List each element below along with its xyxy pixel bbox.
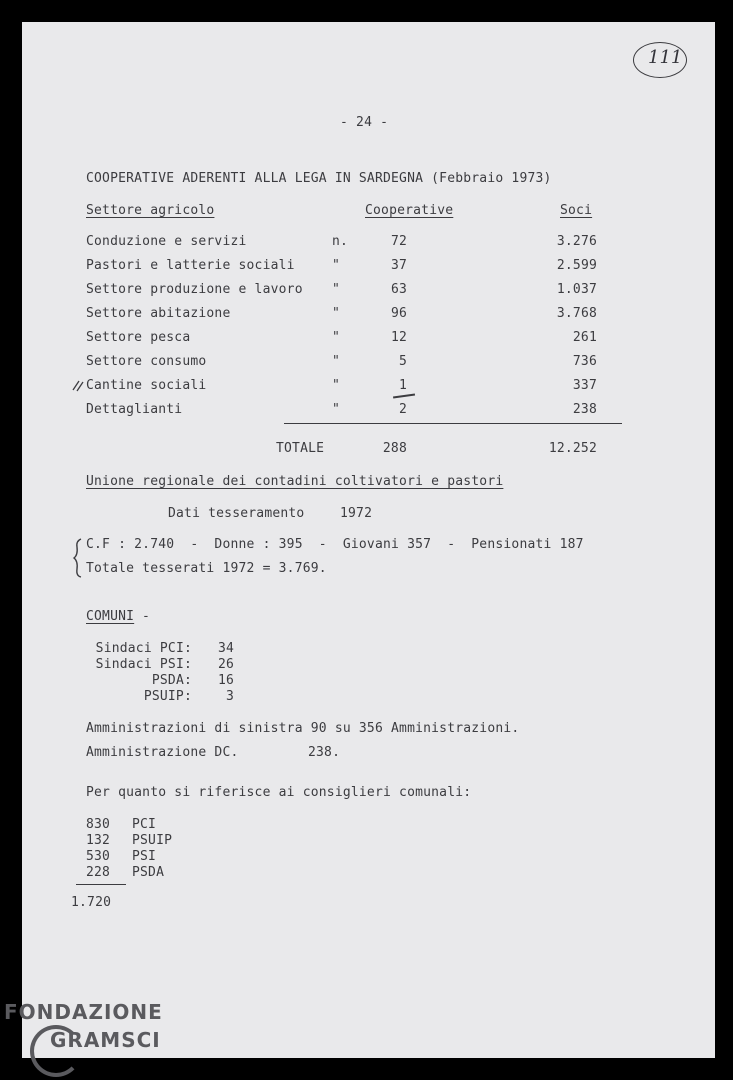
councillor-value: 228 xyxy=(86,865,111,880)
councillor-party: PCI xyxy=(132,817,157,832)
comuni-dash: - xyxy=(142,609,151,624)
header-cooperative: Cooperative xyxy=(365,203,454,218)
union-title: Unione regionale dei contadini coltivatori e pastori xyxy=(86,474,504,489)
watermark-line-2: GRAMSCI xyxy=(50,1028,161,1052)
row-coop: 2 xyxy=(398,402,407,417)
sindaci-value: 16 xyxy=(217,673,234,688)
total-label: TOTALE xyxy=(276,441,325,456)
row-label: Settore produzione e lavoro xyxy=(86,282,303,297)
row-label: Pastori e latterie sociali xyxy=(86,258,295,273)
header-sector: Settore agricolo xyxy=(86,203,215,218)
row-coop: 72 xyxy=(390,234,407,249)
sindaci-value: 3 xyxy=(225,689,234,704)
councillors-rule xyxy=(76,884,126,885)
sindaci-label: Sindaci PCI: xyxy=(95,641,192,656)
total-coop: 288 xyxy=(382,441,407,456)
brace-mark xyxy=(72,537,84,579)
councillor-party: PSDA xyxy=(132,865,165,880)
document-title: COOPERATIVE ADERENTI ALLA LEGA IN SARDEGNA (Febbraio 1973) xyxy=(86,171,552,186)
handwritten-underline xyxy=(393,393,415,398)
sindaci-value: 26 xyxy=(217,657,234,672)
row-coop: 63 xyxy=(390,282,407,297)
councillor-value: 132 xyxy=(86,833,111,848)
admin-dc-value: 238. xyxy=(308,745,341,760)
sindaci-value: 34 xyxy=(217,641,234,656)
union-subtitle: Dati tesseramento xyxy=(168,506,305,521)
union-line-2: Totale tesserati 1972 = 3.769. xyxy=(86,561,327,576)
row-unit: " xyxy=(332,282,341,297)
row-coop: 96 xyxy=(390,306,407,321)
row-soci: 261 xyxy=(572,330,597,345)
row-label: Settore abitazione xyxy=(86,306,231,321)
row-unit: " xyxy=(332,402,341,417)
row-coop: 1 xyxy=(398,378,407,393)
page-stamp-number: 111 xyxy=(648,47,683,68)
row-coop: 12 xyxy=(390,330,407,345)
curly-brace-icon xyxy=(72,537,84,579)
row-unit: " xyxy=(332,306,341,321)
row-label: Cantine sociali xyxy=(86,378,207,393)
row-soci: 2.599 xyxy=(556,258,597,273)
row-label: Settore consumo xyxy=(86,354,207,369)
margin-tick-mark xyxy=(71,377,85,391)
double-slash-icon xyxy=(71,378,85,392)
row-soci: 3.768 xyxy=(556,306,597,321)
row-unit: " xyxy=(332,354,341,369)
row-unit: " xyxy=(332,258,341,273)
row-label: Settore pesca xyxy=(86,330,191,345)
document-page xyxy=(22,22,715,1058)
councillors-intro: Per quanto si riferisce ai consiglieri comunali: xyxy=(86,785,472,800)
sindaci-label: PSUIP: xyxy=(143,689,192,704)
total-rule xyxy=(284,423,622,424)
row-soci: 238 xyxy=(572,402,597,417)
header-soci: Soci xyxy=(560,203,593,218)
row-soci: 337 xyxy=(572,378,597,393)
row-unit: " xyxy=(332,330,341,345)
sindaci-label: PSDA: xyxy=(151,673,192,688)
councillor-party: PSUIP xyxy=(132,833,173,848)
total-soci: 12.252 xyxy=(548,441,597,456)
union-line-1: C.F : 2.740 - Donne : 395 - Giovani 357 - Pensionati 187 xyxy=(86,537,584,552)
row-soci: 3.276 xyxy=(556,234,597,249)
row-label: Conduzione e servizi xyxy=(86,234,247,249)
row-coop: 5 xyxy=(398,354,407,369)
row-label: Dettaglianti xyxy=(86,402,183,417)
watermark-line-1: FONDAZIONE xyxy=(4,1000,163,1024)
councillor-value: 530 xyxy=(86,849,111,864)
sindaci-label: Sindaci PSI: xyxy=(95,657,192,672)
row-unit: " xyxy=(332,378,341,393)
page-number: - 24 - xyxy=(340,115,389,130)
councillor-value: 830 xyxy=(86,817,111,832)
councillor-party: PSI xyxy=(132,849,157,864)
comuni-title: COMUNI xyxy=(86,609,135,624)
row-soci: 1.037 xyxy=(556,282,597,297)
admin-dc-label: Amministrazione DC. xyxy=(86,745,239,760)
row-soci: 736 xyxy=(572,354,597,369)
councillors-total: 1.720 xyxy=(71,895,112,910)
row-coop: 37 xyxy=(390,258,407,273)
union-year: 1972 xyxy=(340,506,373,521)
row-unit: n. xyxy=(332,234,349,249)
admin-left: Amministrazioni di sinistra 90 su 356 Amministrazioni. xyxy=(86,721,520,736)
